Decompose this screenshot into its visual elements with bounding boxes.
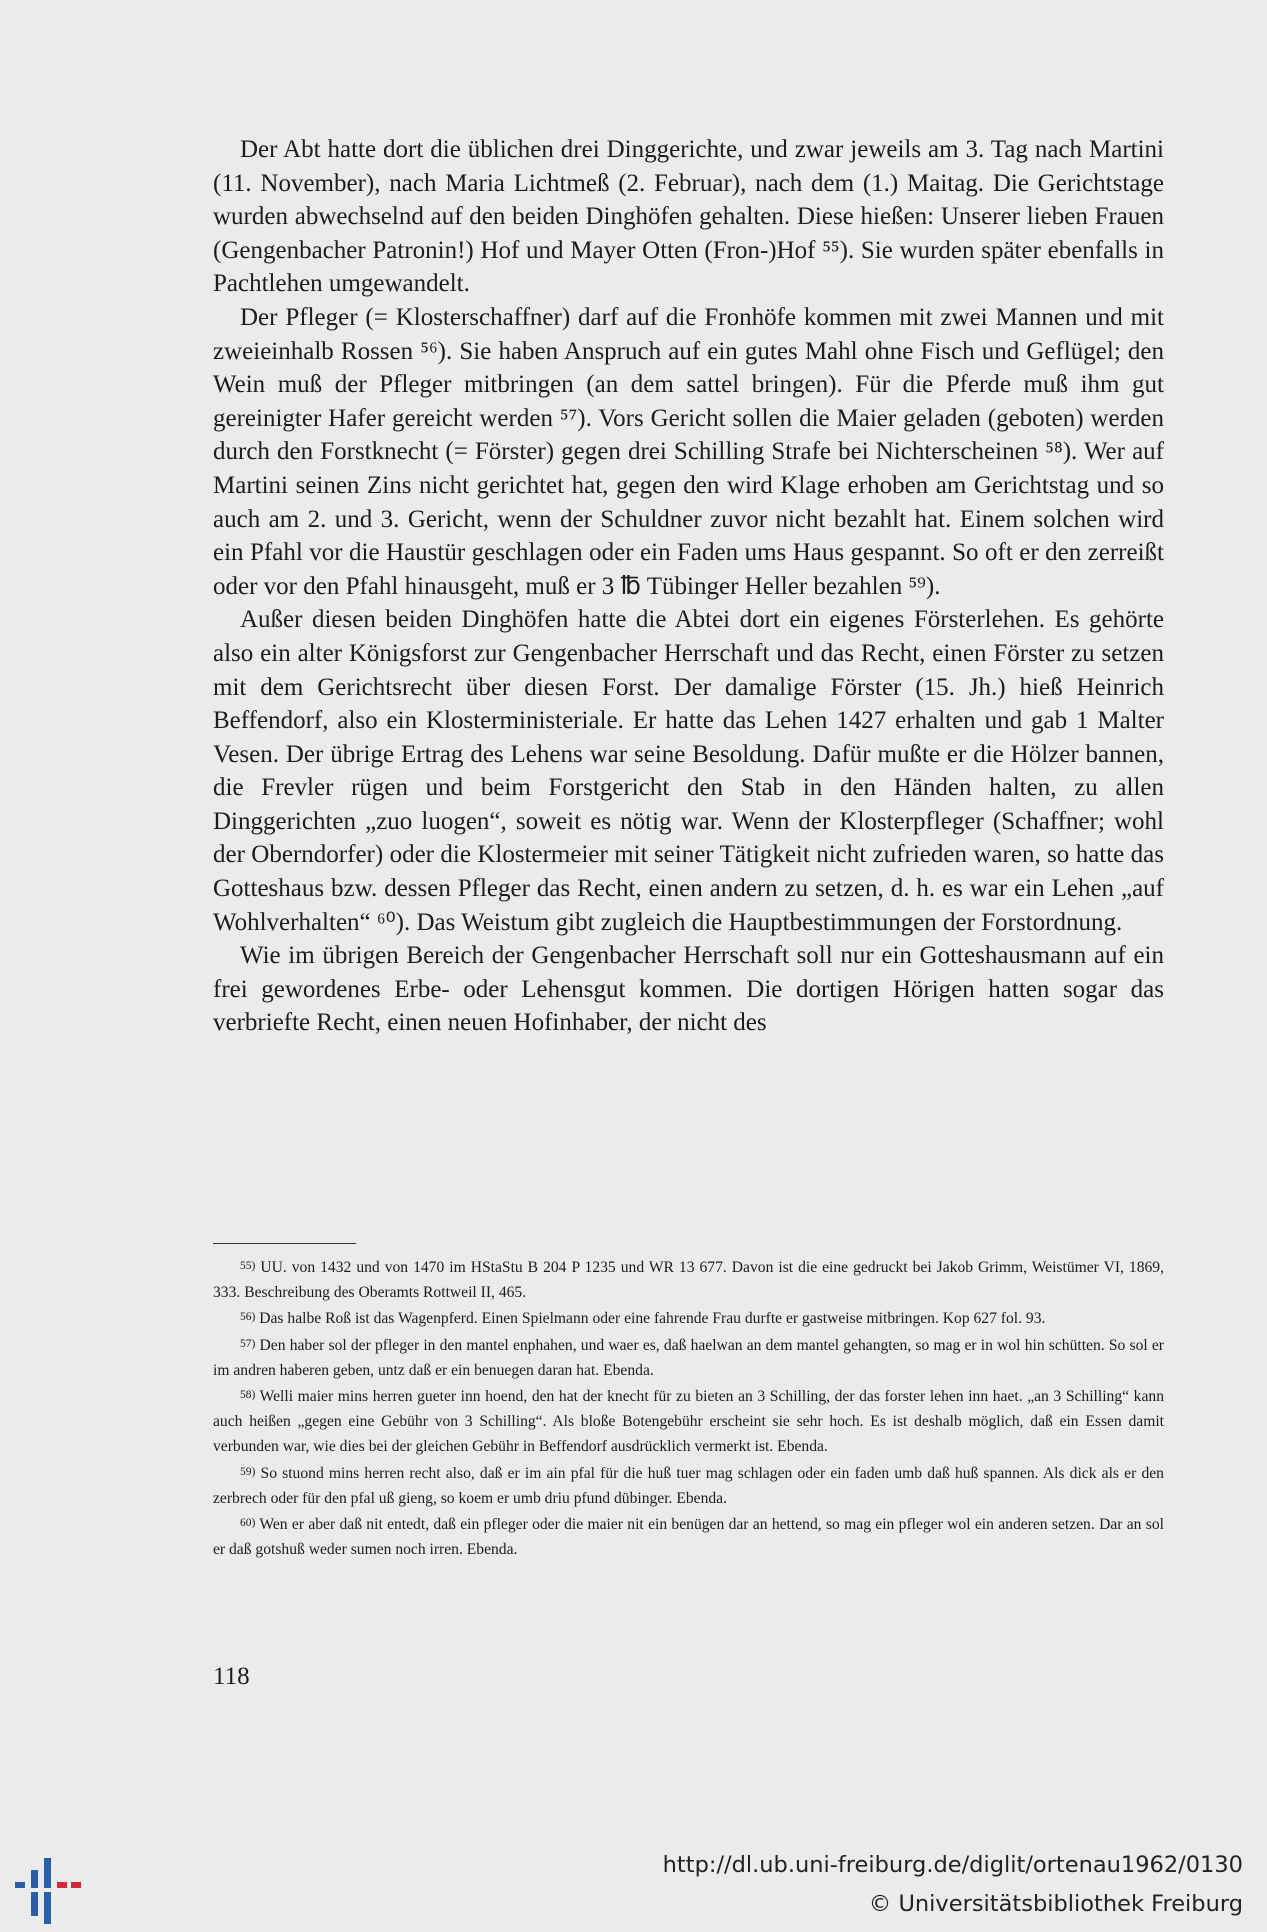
footnote (213, 1383, 1164, 1460)
body-text (213, 133, 1164, 1040)
footnote-number: 57) (240, 1337, 256, 1350)
viewer-footer (0, 1840, 1267, 1932)
footnote-text: Den haber sol der pfleger in den mantel enphahen, und waer es, daß haelwan an dem mantel gehangten, so mag er in wol hin schütten. So sol er im andren haberen geben, untz daß er ein benuegen daran hat. Ebenda. (213, 1336, 1164, 1379)
footnote (213, 1460, 1164, 1511)
footnote-divider (213, 1243, 356, 1244)
footnote (213, 1332, 1164, 1383)
footnote-text: Wen er aber daß nit entedt, daß ein pfleger oder die maier nit ein benügen dar an hettend, so mag ein pfleger wol ein anderen setzen. Dar an sol er daß gotshuß weder sumen noch irren. Ebenda. (213, 1516, 1164, 1559)
footnote-number: 58) (240, 1389, 256, 1402)
paragraph: Außer diesen beiden Dinghöfen hatte die Abtei dort ein eigenes Försterlehen. Es gehörte also ein alter Königsforst zur Gengenbacher Herrschaft und das Recht, einen Förster zu setzen mit dem Gerichtsrecht über diesen Forst. Der damalige Förster (15. Jh.) hieß Heinrich Beffendorf, also ein Klosterministeriale. Er hatte das Lehen 1427 erhalten und gab 1 Malter Vesen. Der übrige Ertrag des Lehens war seine Besoldung. Dafür mußte er die Hölzer bannen, die Frevler rügen und beim Forstgericht den Stab in den Händen halten, zu allen Dinggerichten „zuo luogen“, soweit es nötig war. Wenn der Klosterpfleger (Schaffner; wohl der Oberndorfer) oder die Klostermeier mit seiner Tätigkeit nicht zufrieden waren, so hatte das Gotteshaus bzw. dessen Pfleger das Recht, einen andern zu setzen, d. h. es war ein Lehen „auf Wohlverhalten“ ⁶⁰). Das Weistum gibt zugleich die Hauptbestimmungen der Forstordnung. (213, 606, 1164, 936)
footnote (213, 1254, 1164, 1305)
footnote (213, 1511, 1164, 1562)
paragraph: Der Pfleger (= Klosterschaffner) darf auf die Fronhöfe kommen mit zwei Mannen und mit zweieinhalb Rossen ⁵⁶). Sie haben Anspruch auf ein gutes Mahl ohne Fisch und Geflügel; den Wein muß der Pfleger mitbringen (an dem sattel bringen). Für die Pferde muß ihm gut gereinigter Hafer gereicht werden ⁵⁷). Vors Gericht sollen die Maier geladen (geboten) werden durch den Forstknecht (= Förster) gegen drei Schilling Strafe bei Nichterscheinen ⁵⁸). Wer auf Martini seinen Zins nicht gerichtet hat, gegen den wird Klage erhoben am Gerichtstag und so auch am 2. und 3. Gericht, wenn der Schuldner zuvor nicht bezahlt hat. Einem solchen wird ein Pfahl vor die Haustür geschlagen oder ein Faden ums Haus gespannt. So oft er den zerreißt oder vor den Pfahl hinausgeht, muß er 3 ℔ Tübinger Heller bezahlen ⁵⁹). (213, 303, 1164, 600)
footnote-number: 59) (240, 1465, 256, 1478)
footnote-text: Welli maier mins herren gueter inn hoend, den hat der knecht für zu bieten an 3 Schilling, der das forster lehen inn haet. „an 3 Schilling“ kann auch heißen „gegen eine Gebühr von 3 Schilling“. Als bloße Botengebühr erscheint sie sehr hoch. Es ist deshalb möglich, daß ein Essen damit verbunden war, wie dies bei der gleichen Gebühr in Beffendorf ausdrücklich vermerkt ist. Ebenda. (213, 1388, 1164, 1456)
footnote-number: 55) (240, 1260, 256, 1272)
footnote-number: 60) (240, 1517, 256, 1530)
footnote-text: Das halbe Roß ist das Wagenpferd. Einen Spielmann oder eine fahrende Frau durfte er gastweise mitbringen. Kop 627 fol. 93. (259, 1310, 1046, 1328)
copyright-notice: © Universitätsbibliothek Freiburg (868, 1891, 1243, 1917)
footnote-number: 56) (240, 1311, 256, 1324)
footnotes (213, 1254, 1164, 1562)
page-number: 118 (213, 1663, 250, 1690)
ub-freiburg-logo-icon[interactable] (15, 1850, 81, 1924)
footnote (213, 1305, 1164, 1331)
footnote-text: So stuond mins herren recht also, daß er im ain pfal für die huß tuer mag schlagen oder ein faden umb daß huß spannen. Als dick als er den zerbrech oder für den pfal uß gieng, so koem er umb driu pfund dübinger. Ebenda. (213, 1464, 1164, 1507)
footnote-text: UU. von 1432 und von 1470 im HStaStu B 204 P 1235 und WR 13 677. Davon ist die eine gedruckt bei Jakob Grimm, Weistümer VI, 1869, 333. Beschreibung des Oberamts Rottweil II, 465. (213, 1259, 1164, 1302)
permalink-url[interactable]: http://dl.ub.uni-freiburg.de/diglit/ortenau1962/0130 (662, 1852, 1243, 1878)
paragraph: Wie im übrigen Bereich der Gengenbacher Herrschaft soll nur ein Gotteshausmann auf ein frei gewordenes Erbe- oder Lehensgut kommen. Die dortigen Hörigen hatten sogar das verbriefte Recht, einen neuen Hofinhaber, der nicht des (213, 942, 1164, 1037)
paragraph: Der Abt hatte dort die üblichen drei Dinggerichte, und zwar jeweils am 3. Tag nach Martini (11. November), nach Maria Lichtmeß (2. Februar), nach dem (1.) Maitag. Die Gerichtstage wurden abwechselnd auf den beiden Dinghöfen gehalten. Diese hießen: Unserer lieben Frauen (Gengenbacher Patronin!) Hof und Mayer Otten (Fron-)Hof ⁵⁵). Sie wurden später ebenfalls in Pachtlehen umgewandelt. (213, 136, 1164, 298)
